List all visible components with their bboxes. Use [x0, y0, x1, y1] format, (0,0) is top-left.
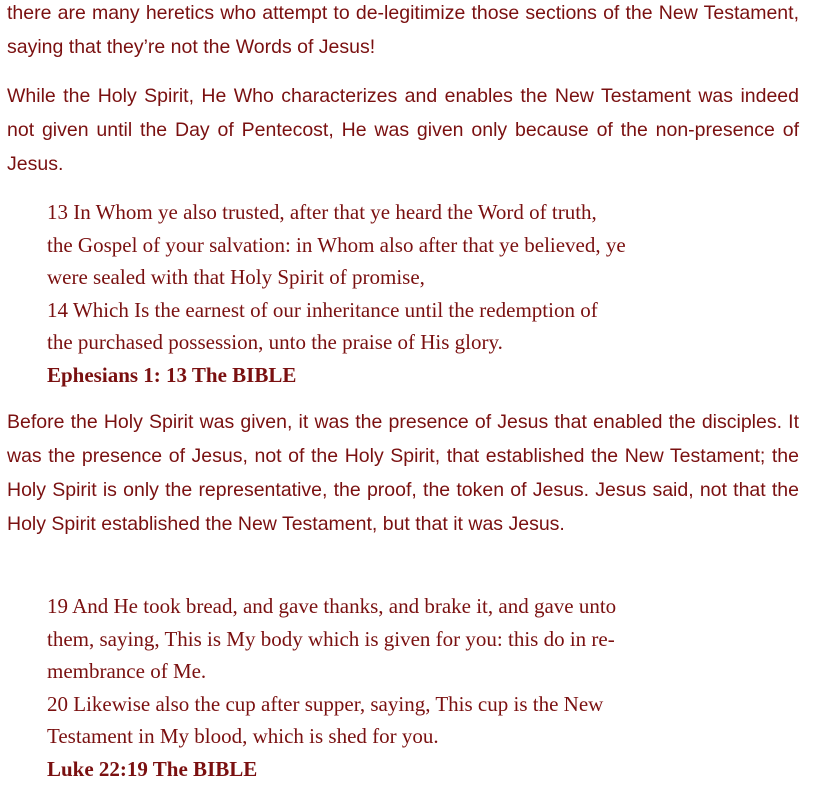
scripture-quote-ephesians	[47, 196, 767, 391]
quote-line: 14 Which Is the earnest of our inheritance until the redemption of	[47, 297, 598, 322]
quote-line: them, saying, This is My body which is given for you: this do in re-	[47, 626, 615, 651]
scripture-quote-luke	[47, 590, 767, 785]
quote-line: 13 In Whom ye also trusted, after that ye heard the Word of truth,	[47, 200, 597, 224]
quote-line: were sealed with that Holy Spirit of promise,	[47, 265, 425, 289]
quote-line: Testament in My blood, which is shed for you.	[47, 724, 439, 748]
quote-citation: Ephesians 1: 13 The BIBLE	[47, 362, 297, 387]
paragraph-presence-of-jesus: Before the Holy Spirit was given, it was the presence of Jesus that enabled the disciples. It was the presence of Jesus, not of the Holy Spirit, that established the New Testament; the Holy Spirit is only the representative, the proof, the token of Jesus. Jesus said, not that the Holy Spirit established the New Testament, but that it was Jesus.	[7, 411, 799, 535]
paragraph-heretics: there are many heretics who attempt to de-legitimize those sections of the New Testament, saying that they’re not the Words of Jesus!	[7, 2, 799, 58]
quote-citation: Luke 22:19 The BIBLE	[47, 756, 258, 781]
paragraph-holy-spirit: While the Holy Spirit, He Who characterizes and enables the New Testament was indeed not given until the Day of Pentecost, He was given only because of the non-presence of Jesus.	[7, 85, 799, 175]
quote-line: the Gospel of your salvation: in Whom also after that ye believed, ye	[47, 232, 626, 257]
quote-line: 19 And He took bread, and gave thanks, and brake it, and gave unto	[47, 594, 617, 618]
quote-line: the purchased possession, unto the praise of His glory.	[47, 330, 503, 354]
quote-line: membrance of Me.	[47, 659, 207, 683]
quote-line: 20 Likewise also the cup after supper, saying, This cup is the New	[47, 691, 604, 716]
